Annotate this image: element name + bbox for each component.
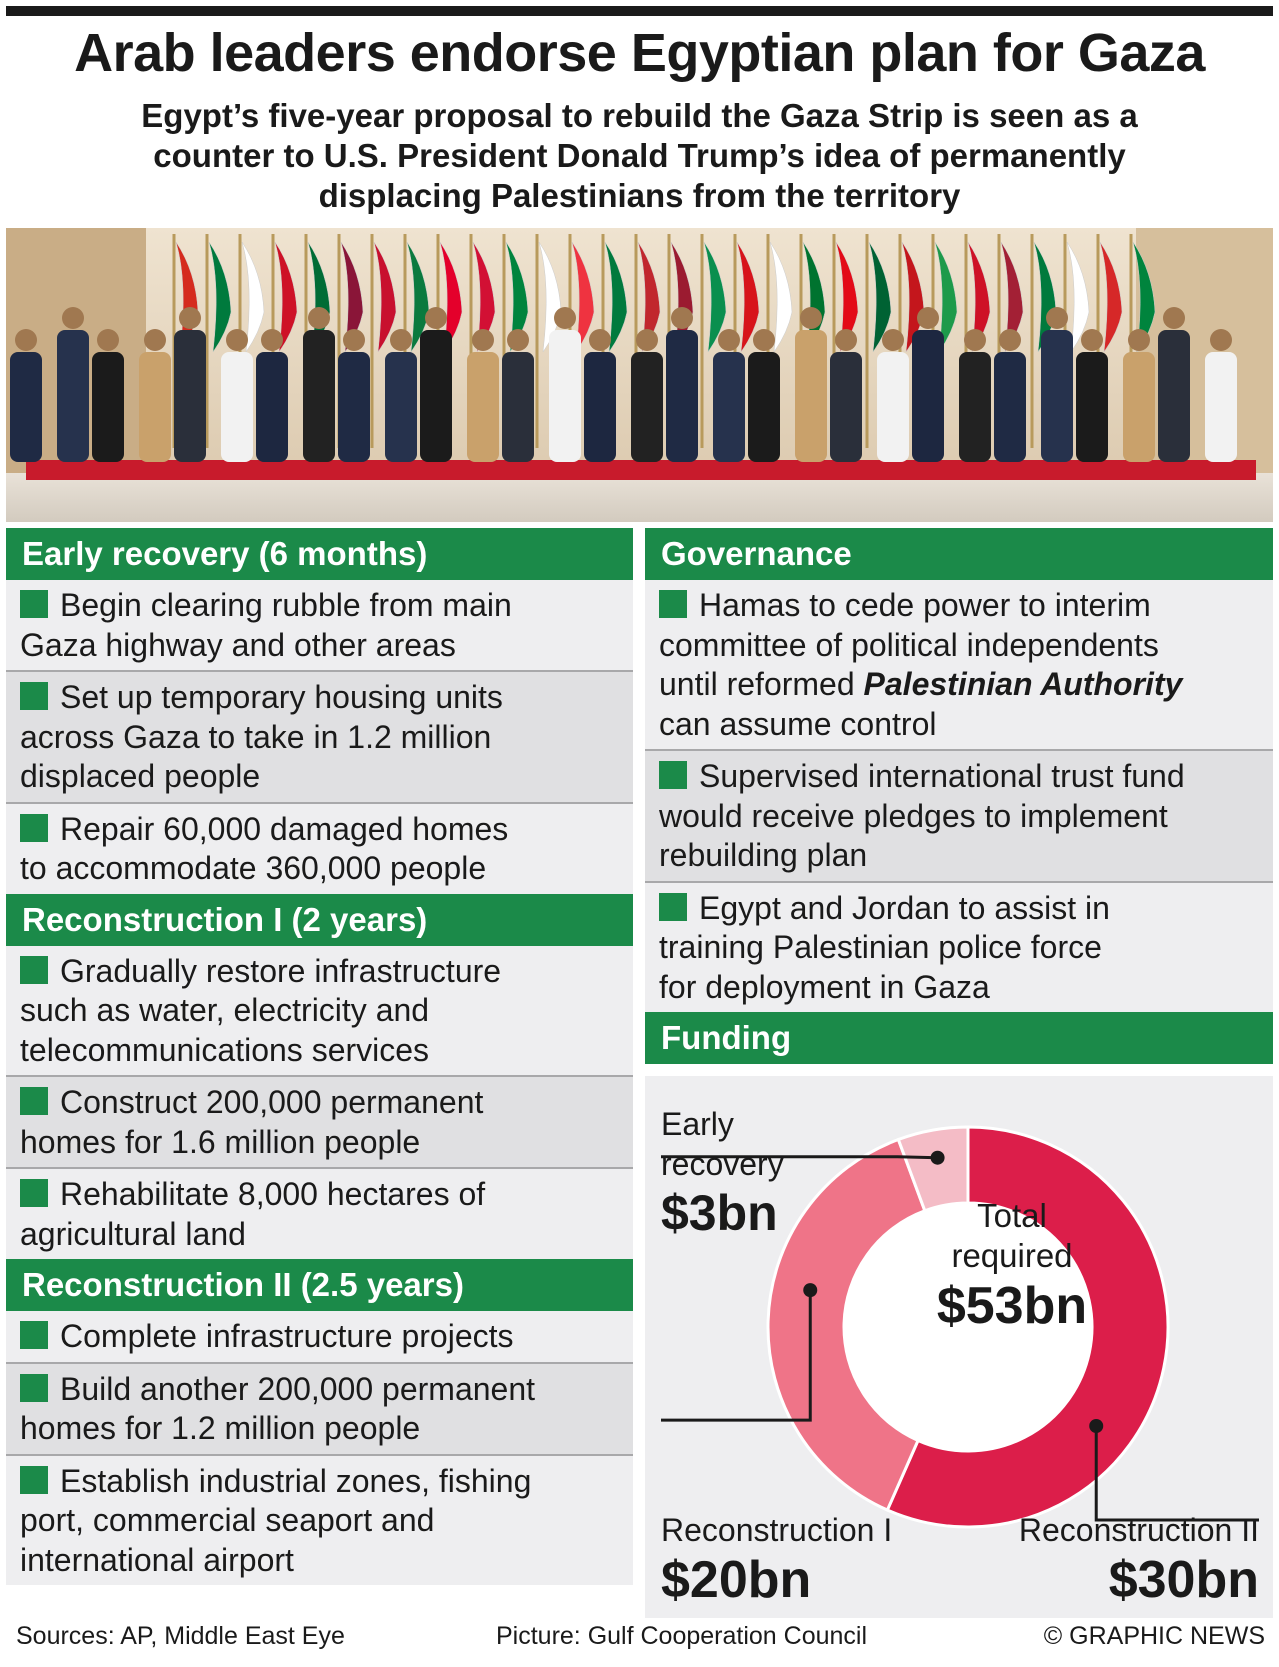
person-body — [877, 352, 909, 462]
person-head — [718, 329, 740, 351]
plan-phases-column — [6, 528, 633, 1585]
person-body — [467, 352, 499, 462]
person-head — [425, 307, 447, 329]
person-body — [256, 352, 288, 462]
person-body — [549, 330, 581, 462]
person-body — [666, 330, 698, 462]
person-head — [343, 329, 365, 351]
person-body — [713, 352, 745, 462]
person-body — [1041, 330, 1073, 462]
sources-credit: Sources: AP, Middle East Eye — [16, 1622, 345, 1650]
list-item — [6, 804, 633, 894]
total-required-label — [877, 1196, 1147, 1336]
subtitle-line: Egypt’s five-year proposal to rebuild the Gaza Strip is seen as a — [141, 97, 1138, 134]
person-body — [221, 352, 253, 462]
person-head — [144, 329, 166, 351]
person-body — [1158, 330, 1190, 462]
item-text: port, commercial seaport and — [20, 1502, 435, 1538]
person-head — [1128, 329, 1150, 351]
item-text: until reformed — [659, 666, 864, 702]
reconstruction-2-label — [1019, 1510, 1259, 1610]
item-text: Establish industrial zones, fishing — [60, 1462, 532, 1499]
list-item — [6, 1456, 633, 1586]
list-item — [6, 946, 633, 1078]
person-body — [502, 352, 534, 462]
center-label-line: required — [951, 1237, 1073, 1274]
item-text: Rehabilitate 8,000 hectares of — [60, 1176, 486, 1212]
square-bullet-icon — [20, 1087, 48, 1115]
square-bullet-icon — [20, 590, 48, 618]
item-text: homes for 1.2 million people — [20, 1410, 421, 1446]
slice-value-label: $30bn — [1108, 1551, 1259, 1609]
person-body — [631, 352, 663, 462]
person-body — [420, 330, 452, 462]
page-title: Arab leaders endorse Egyptian plan for Gaza — [74, 23, 1205, 83]
item-text: training Palestinian police force — [659, 929, 1102, 965]
governance-funding-column — [645, 528, 1273, 1064]
person-head — [882, 329, 904, 351]
section-heading-reconstruction-1: Reconstruction I (2 years) — [6, 894, 633, 946]
picture-credit: Picture: Gulf Cooperation Council — [496, 1622, 868, 1650]
person-head — [917, 307, 939, 329]
list-item — [6, 1077, 633, 1169]
person-head — [1210, 329, 1232, 351]
item-text: rebuilding plan — [659, 837, 868, 873]
summit-group-photo — [6, 228, 1273, 522]
square-bullet-icon — [20, 956, 48, 984]
person-head — [835, 329, 857, 351]
item-text: Repair 60,000 damaged homes — [60, 810, 509, 847]
slice-value-label: $20bn — [661, 1551, 812, 1609]
person-head — [554, 307, 576, 329]
item-text: for deployment in Gaza — [659, 968, 990, 1005]
section-heading-early-recovery: Early recovery (6 months) — [6, 528, 633, 580]
item-text: Begin clearing rubble from main — [60, 587, 512, 623]
top-rule — [6, 6, 1273, 16]
person-head — [15, 329, 37, 351]
person-body — [912, 330, 944, 462]
list-item — [6, 1364, 633, 1456]
person-head — [999, 329, 1021, 351]
square-bullet-icon — [20, 1374, 48, 1402]
square-bullet-icon — [659, 590, 687, 618]
item-text: displaced people — [20, 758, 261, 794]
section-heading-governance: Governance — [645, 528, 1273, 580]
person-head — [179, 307, 201, 329]
list-item — [6, 1169, 633, 1259]
reconstruction-1-label — [661, 1510, 892, 1610]
summit-photo-illustration — [6, 228, 1273, 522]
person-body — [1205, 352, 1237, 462]
item-text: Build another 200,000 permanent — [60, 1370, 536, 1407]
item-text: homes for 1.6 million people — [20, 1123, 421, 1160]
item-text: committee of political independents — [659, 626, 1159, 663]
person-head — [308, 307, 330, 329]
item-text: across Gaza to take in 1.2 million — [20, 718, 492, 755]
item-text: Supervised international trust fund — [699, 758, 1185, 794]
person-head — [226, 329, 248, 351]
person-body — [57, 330, 89, 462]
leader-dot — [1089, 1419, 1103, 1433]
person-head — [1046, 307, 1068, 329]
item-text: agricultural land — [20, 1215, 246, 1252]
page-subtitle — [60, 96, 1219, 216]
subtitle-line: displacing Palestinians from the territory — [318, 177, 961, 214]
person-head — [390, 329, 412, 351]
person-body — [385, 352, 417, 462]
slice-value-label: $3bn — [661, 1185, 778, 1241]
list-item — [645, 751, 1273, 883]
slice-label-line: Early — [661, 1106, 734, 1142]
person-head — [589, 329, 611, 351]
list-item — [6, 580, 633, 672]
square-bullet-icon — [20, 1179, 48, 1207]
person-body — [795, 330, 827, 462]
person-head — [261, 329, 283, 351]
item-text: Hamas to cede power to interim — [699, 587, 1151, 623]
person-head — [62, 307, 84, 329]
section-heading-reconstruction-2: Reconstruction II (2.5 years) — [6, 1259, 633, 1311]
early-recovery-label — [661, 1104, 784, 1242]
person-head — [97, 329, 119, 351]
person-body — [994, 352, 1026, 462]
person-head — [636, 329, 658, 351]
item-text: telecommunications services — [20, 1031, 430, 1068]
person-body — [10, 352, 42, 462]
square-bullet-icon — [20, 1466, 48, 1494]
person-body — [338, 352, 370, 462]
leader-dot — [931, 1151, 945, 1165]
person-body — [1123, 352, 1155, 462]
item-text: Egypt and Jordan to assist in — [699, 889, 1110, 926]
person-body — [92, 352, 124, 462]
person-head — [753, 329, 775, 351]
slice-label-line: recovery — [661, 1146, 784, 1182]
person-head — [800, 307, 822, 329]
leader-dot — [803, 1283, 817, 1297]
slice-label-line: Reconstruction II — [1018, 1512, 1259, 1548]
person-head — [472, 329, 494, 351]
person-body — [174, 330, 206, 462]
list-item — [645, 883, 1273, 1013]
total-value-label: $53bn — [936, 1277, 1088, 1335]
copyright-credit: © GRAPHIC NEWS — [1043, 1622, 1265, 1650]
person-body — [1076, 352, 1108, 462]
person-head — [1081, 329, 1103, 351]
square-bullet-icon — [659, 893, 687, 921]
item-text-emphasis: Palestinian Authority — [863, 666, 1183, 702]
square-bullet-icon — [20, 682, 48, 710]
person-head — [964, 329, 986, 351]
item-text: to accommodate 360,000 people — [20, 850, 487, 886]
slice-label-line: Reconstruction I — [661, 1512, 893, 1548]
item-text: Set up temporary housing units — [60, 679, 503, 715]
item-text: Gaza highway and other areas — [20, 626, 456, 663]
square-bullet-icon — [659, 761, 687, 789]
person-body — [584, 352, 616, 462]
person-head — [1163, 307, 1185, 329]
person-body — [959, 352, 991, 462]
item-text: Construct 200,000 permanent — [60, 1084, 484, 1120]
item-text: international airport — [20, 1541, 294, 1578]
square-bullet-icon — [20, 814, 48, 842]
list-item — [6, 1311, 633, 1364]
item-text: Gradually restore infrastructure — [60, 952, 502, 989]
person-head — [507, 329, 529, 351]
person-body — [139, 352, 171, 462]
funding-chart-panel — [645, 1076, 1273, 1618]
list-item — [645, 580, 1273, 751]
center-label-line: Total — [977, 1197, 1047, 1234]
person-body — [303, 330, 335, 462]
list-item — [6, 672, 633, 804]
item-text: Complete infrastructure projects — [60, 1318, 514, 1354]
person-body — [748, 352, 780, 462]
person-head — [671, 307, 693, 329]
item-text: would receive pledges to implement — [659, 797, 1168, 834]
item-text: can assume control — [659, 705, 937, 742]
section-heading-funding: Funding — [645, 1012, 1273, 1064]
subtitle-line: counter to U.S. President Donald Trump’s idea of permanently — [153, 137, 1126, 174]
item-text: such as water, electricity and — [20, 992, 430, 1028]
square-bullet-icon — [20, 1321, 48, 1349]
person-body — [830, 352, 862, 462]
